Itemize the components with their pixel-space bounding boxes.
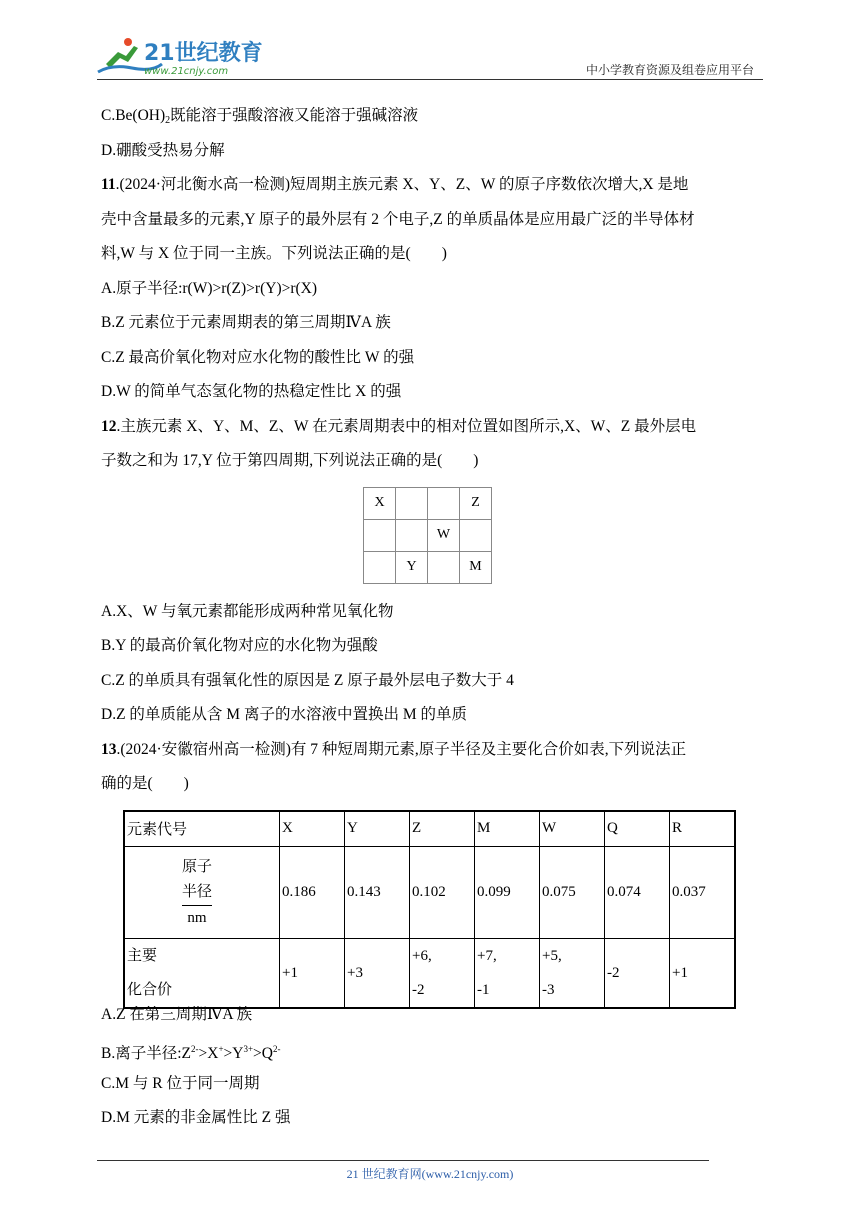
footer-text: 21 世纪教育网(www.21cnjy.com) <box>346 1167 514 1181</box>
q13-option-d: D.M 元素的非金属性比 Z 强 <box>101 1109 291 1126</box>
footer-divider <box>97 1160 709 1161</box>
table-cell: 0.074 <box>605 847 670 939</box>
q11-stem-2: 壳中含量最多的元素,Y 原子的最外层有 2 个电子,Z 的单质晶体是应用最广泛的半导体材 <box>101 210 695 228</box>
table-cell: +1 <box>670 939 736 1009</box>
element-data-figure <box>101 806 766 1002</box>
radius-label-cell <box>124 847 280 939</box>
q12-stem-1: 12.主族元素 X、Y、M、Z、W 在元素周期表中的相对位置如图所示,X、W、Z 最外层电 <box>101 417 697 435</box>
q11-option-a: A.原子半径:r(W)>r(Z)>r(Y)>r(X) <box>101 279 318 297</box>
table-header-cell: X <box>280 811 345 847</box>
grid-cell <box>396 519 428 551</box>
prev-option-c: $C.Be(OH)_2$既能溶于强酸溶液又能溶于强碱溶液 <box>101 107 419 126</box>
table-cell: 0.037 <box>670 847 736 939</box>
table-cell: +3 <box>345 939 410 1009</box>
prev-option-d: D.硼酸受热易分解 <box>101 141 225 159</box>
table-header-cell: Q <box>605 811 670 847</box>
table-cell: 0.102 <box>410 847 475 939</box>
table-cell: -2 <box>605 939 670 1009</box>
grid-cell <box>396 487 428 519</box>
grid-cell: M <box>460 551 492 583</box>
table-header-cell: R <box>670 811 736 847</box>
q11-option-d: D.W 的简单气态氢化物的热稳定性比 X 的强 <box>101 383 402 400</box>
header-divider <box>97 79 763 80</box>
table-cell: 0.099 <box>475 847 540 939</box>
logo-title: 21世纪教育 <box>144 41 263 66</box>
table-header-cell: W <box>540 811 605 847</box>
q11-stem-1: 11.(2024·河北衡水高一检测)短周期主族元素 X、Y、Z、W 的原子序数依次增大,X 是地 <box>101 176 689 193</box>
q11-option-c: C.Z 最高价氧化物对应水化物的酸性比 W 的强 <box>101 348 415 366</box>
table-cell: +5, -3 <box>540 939 605 1009</box>
q12-option-a: A.X、W 与氧元素都能形成两种常见氧化物 <box>101 602 394 620</box>
table-cell: +6, -2 <box>410 939 475 1009</box>
q11-stem-3: 料,W 与 X 位于同一主族。下列说法正确的是( ) <box>101 245 447 262</box>
grid-cell: W <box>428 519 460 551</box>
q12-option-b: B.Y 的最高价氧化物对应的水化物为强酸 <box>101 637 378 654</box>
logo-url: www.21cnjy.com <box>144 66 229 77</box>
periodic-position-figure <box>101 483 766 599</box>
q12-option-d: D.Z 的单质能从含 M 离子的水溶液中置换出 M 的单质 <box>101 706 467 723</box>
valence-label-cell: 主要 化合价 <box>124 939 280 1009</box>
grid-cell: X <box>364 487 396 519</box>
q13-option-a: A.Z 在第三周期ⅣA 族 <box>101 1005 253 1023</box>
q12-option-c: C.Z 的单质具有强氧化性的原因是 Z 原子最外层电子数大于 4 <box>101 671 514 689</box>
site-logo <box>92 34 267 78</box>
q12-stem-2: 子数之和为 17,Y 位于第四周期,下列说法正确的是( ) <box>101 452 479 469</box>
element-data-table <box>123 810 736 1010</box>
table-cell: +1 <box>280 939 345 1009</box>
grid-cell <box>364 551 396 583</box>
q13-option-b: B.离子半径$:Z^{2-}>X^+>Y^{3+}>Q^{2-}$ <box>101 1044 281 1062</box>
table-header-cell: Y <box>345 811 410 847</box>
table-header-cell: M <box>475 811 540 847</box>
table-cell: 0.186 <box>280 847 345 939</box>
q13-stem-2: 确的是( ) <box>101 775 189 792</box>
periodic-grid <box>363 487 492 584</box>
table-header-cell: Z <box>410 811 475 847</box>
header-platform-text: 中小学教育资源及组卷应用平台 <box>585 63 754 77</box>
grid-cell: Z <box>460 487 492 519</box>
q13-stem-1: 13.(2024·安徽宿州高一检测)有 7 种短周期元素,原子半径及主要化合价如表,下列说法正 <box>101 740 687 758</box>
q11-option-b: B.Z 元素位于元素周期表的第三周期ⅣA 族 <box>101 314 391 331</box>
table-cell: 0.143 <box>345 847 410 939</box>
table-cell: 0.075 <box>540 847 605 939</box>
grid-cell <box>460 519 492 551</box>
grid-cell: Y <box>396 551 428 583</box>
table-cell: +7, -1 <box>475 939 540 1009</box>
table-header-label: 元素代号 <box>124 811 280 847</box>
q13-option-c: C.M 与 R 位于同一周期 <box>101 1074 260 1092</box>
grid-cell <box>364 519 396 551</box>
grid-cell <box>428 487 460 519</box>
radius-label: 原子 半径 nm <box>182 858 213 926</box>
grid-cell <box>428 551 460 583</box>
document-body <box>101 103 766 1140</box>
